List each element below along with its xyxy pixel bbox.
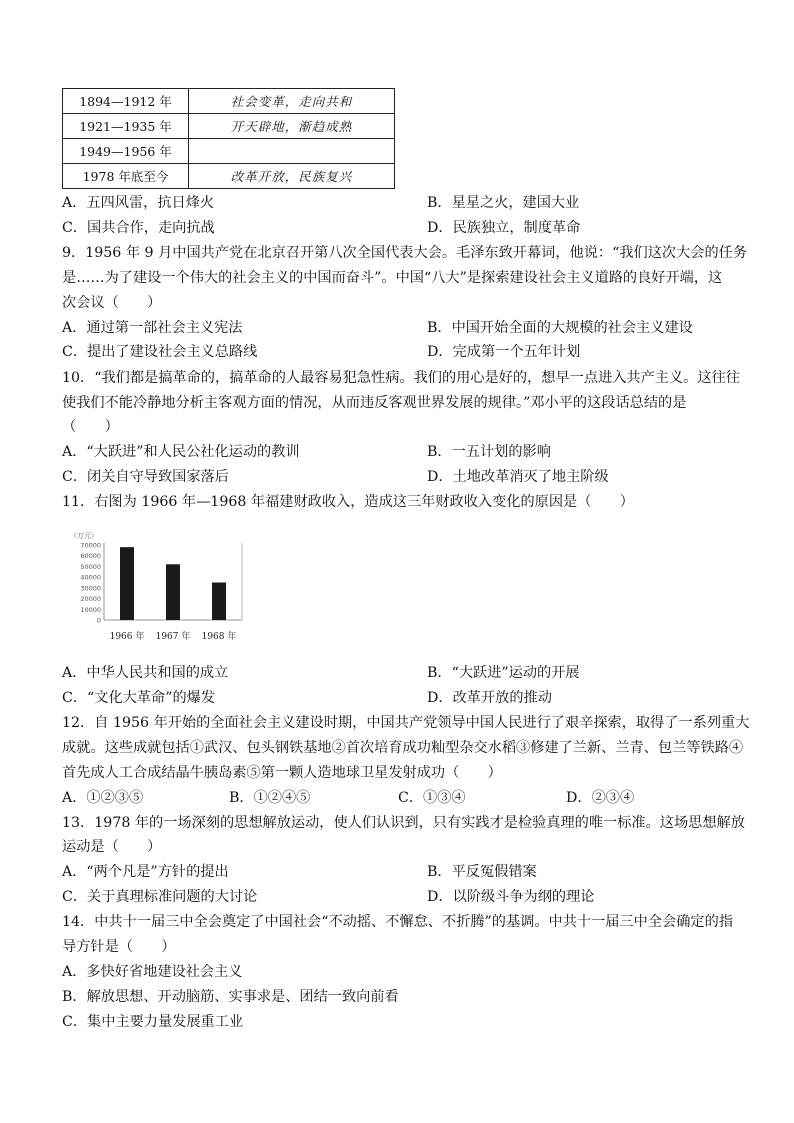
q9-stem-line: 9．1956 年 9 月中国共产党在北京召开第八次全国代表大会。毛泽东致开幕词，他说：“我们这次大会的任务 — [62, 245, 748, 261]
chart-bar — [120, 547, 134, 620]
chart-y-tick-label: 70000 — [80, 541, 101, 550]
chart-y-tick-label: 50000 — [80, 562, 101, 571]
chart-y-tick-label: 20000 — [80, 595, 101, 604]
q10-option-a: A．“大跃进”和人民公社化运动的教训 — [62, 444, 300, 460]
q11-option-d: D．改革开放的推动 — [427, 690, 552, 706]
q9-stem-line: 次会议（ ） — [62, 295, 162, 311]
q9-option-c: C．提出了建设社会主义总路线 — [62, 344, 258, 360]
q12-stem-line: 12．自 1956 年开始的全面社会主义建设时期，中国共产党领导中国人民进行了艰辛探索，取得了一系列重大 — [62, 715, 750, 731]
history-period-table — [62, 88, 395, 189]
q11-stem-line: 11．右图为 1966 年—1968 年福建财政收入，造成这三年财政收入变化的原因是（ ） — [62, 494, 634, 510]
table-cell-year: 1894—1912 年 — [63, 89, 189, 114]
q12-option-c: C．①③④ — [398, 790, 466, 806]
q9-option-a: A．通过第一部社会主义宪法 — [62, 320, 243, 336]
q13-option-b: B．平反冤假错案 — [427, 864, 537, 880]
table-cell-theme: 开天辟地，渐趋成熟 — [189, 114, 395, 139]
q14-stem-line: 14．中共十一届三中全会奠定了中国社会“不动摇、不懈怠、不折腾”的基调。中共十一届三中全会确定的指 — [62, 914, 734, 930]
q10-stem-line: （ ） — [62, 419, 119, 435]
chart-bar — [166, 564, 180, 620]
q12-stem-line: 首先成人工合成结晶牛胰岛素⑤第一颗人造地球卫星发射成功（ ） — [62, 765, 502, 781]
fujian-revenue-bar-chart — [66, 527, 258, 645]
table-row — [63, 114, 395, 139]
q12-option-b: B．①②④⑤ — [229, 790, 311, 806]
q13-option-c: C．关于真理标准问题的大讨论 — [62, 889, 258, 905]
q14-option-b: B．解放思想、开动脑筋、实事求是、团结一致向前看 — [62, 989, 399, 1005]
chart-y-tick-label: 40000 — [80, 573, 101, 582]
q14-stem-line: 导方针是（ ） — [62, 939, 176, 955]
chart-y-tick-label: 60000 — [80, 552, 101, 561]
chart-y-unit-label: （万元） — [70, 532, 98, 540]
table-cell-year: 1949—1956 年 — [63, 139, 189, 164]
q10-option-c: C．闭关自守导致国家落后 — [62, 469, 229, 485]
q10-option-d: D．土地改革消灭了地主阶级 — [427, 469, 609, 485]
q10-stem-line: 10．“我们都是搞革命的，搞革命的人最容易犯急性病。我们的用心是好的，想早一点进入共产主义。这往往 — [62, 370, 740, 386]
table-row — [63, 164, 395, 189]
chart-y-tick-label: 0 — [96, 616, 101, 625]
q12-stem-line: 成就。这些成就包括①武汉、包头钢铁基地②首次培育成功籼型杂交水稻③修建了兰新、兰青、包兰等铁路④ — [62, 740, 744, 756]
q8-option-a: A．五四风雷，抗日烽火 — [62, 195, 215, 211]
q8-option-b: B．星星之火，建国大业 — [427, 195, 580, 211]
chart-bar — [212, 583, 226, 621]
chart-x-tick-label: 1967 年 — [155, 632, 191, 642]
q14-option-a: A．多快好省地建设社会主义 — [62, 964, 243, 980]
q12-option-a: A．①②③⑤ — [62, 790, 144, 806]
q13-stem-line: 13．1978 年的一场深刻的思想解放运动，使人们认识到，只有实践才是检验真理的唯一标准。这场思想解放 — [62, 815, 745, 831]
table-cell-theme-blank — [189, 139, 395, 164]
q9-stem-line: 是……为了建设一个伟大的社会主义的中国而奋斗”。中国“八大”是探索建设社会主义道路的良好开端，这 — [62, 270, 723, 286]
q11-option-a: A．中华人民共和国的成立 — [62, 665, 229, 681]
q11-option-c: C．“文化大革命”的爆发 — [62, 690, 216, 706]
chart-y-tick-label: 30000 — [80, 584, 101, 593]
q10-option-b: B．一五计划的影响 — [427, 444, 551, 460]
chart-y-tick-label: 10000 — [80, 605, 101, 614]
table-cell-theme: 社会变革，走向共和 — [189, 89, 395, 114]
q9-option-b: B．中国开始全面的大规模的社会主义建设 — [427, 320, 693, 336]
table-row — [63, 89, 395, 114]
q13-option-a: A．“两个凡是”方针的提出 — [62, 864, 229, 880]
q13-stem-line: 运动是（ ） — [62, 839, 162, 855]
q9-option-d: D．完成第一个五年计划 — [427, 344, 581, 360]
q13-option-d: D．以阶级斗争为纲的理论 — [427, 889, 595, 905]
q14-option-c: C．集中主要力量发展重工业 — [62, 1014, 244, 1030]
q12-option-d: D．②③④ — [566, 790, 635, 806]
table-row — [63, 139, 395, 164]
q11-option-b: B．“大跃进”运动的开展 — [427, 665, 580, 681]
table-cell-theme: 改革开放，民族复兴 — [189, 164, 395, 189]
chart-x-tick-label: 1968 年 — [201, 632, 237, 642]
table-cell-year: 1921—1935 年 — [63, 114, 189, 139]
table-cell-year: 1978 年底至今 — [63, 164, 189, 189]
q8-option-d: D．民族独立，制度革命 — [427, 220, 581, 236]
q8-option-c: C．国共合作，走向抗战 — [62, 220, 215, 236]
q10-stem-line: 使我们不能冷静地分析主客观方面的情况，从而违反客观世界发展的规律。”邓小平的这段话总结的是 — [62, 395, 687, 411]
chart-x-tick-label: 1966 年 — [109, 632, 145, 642]
